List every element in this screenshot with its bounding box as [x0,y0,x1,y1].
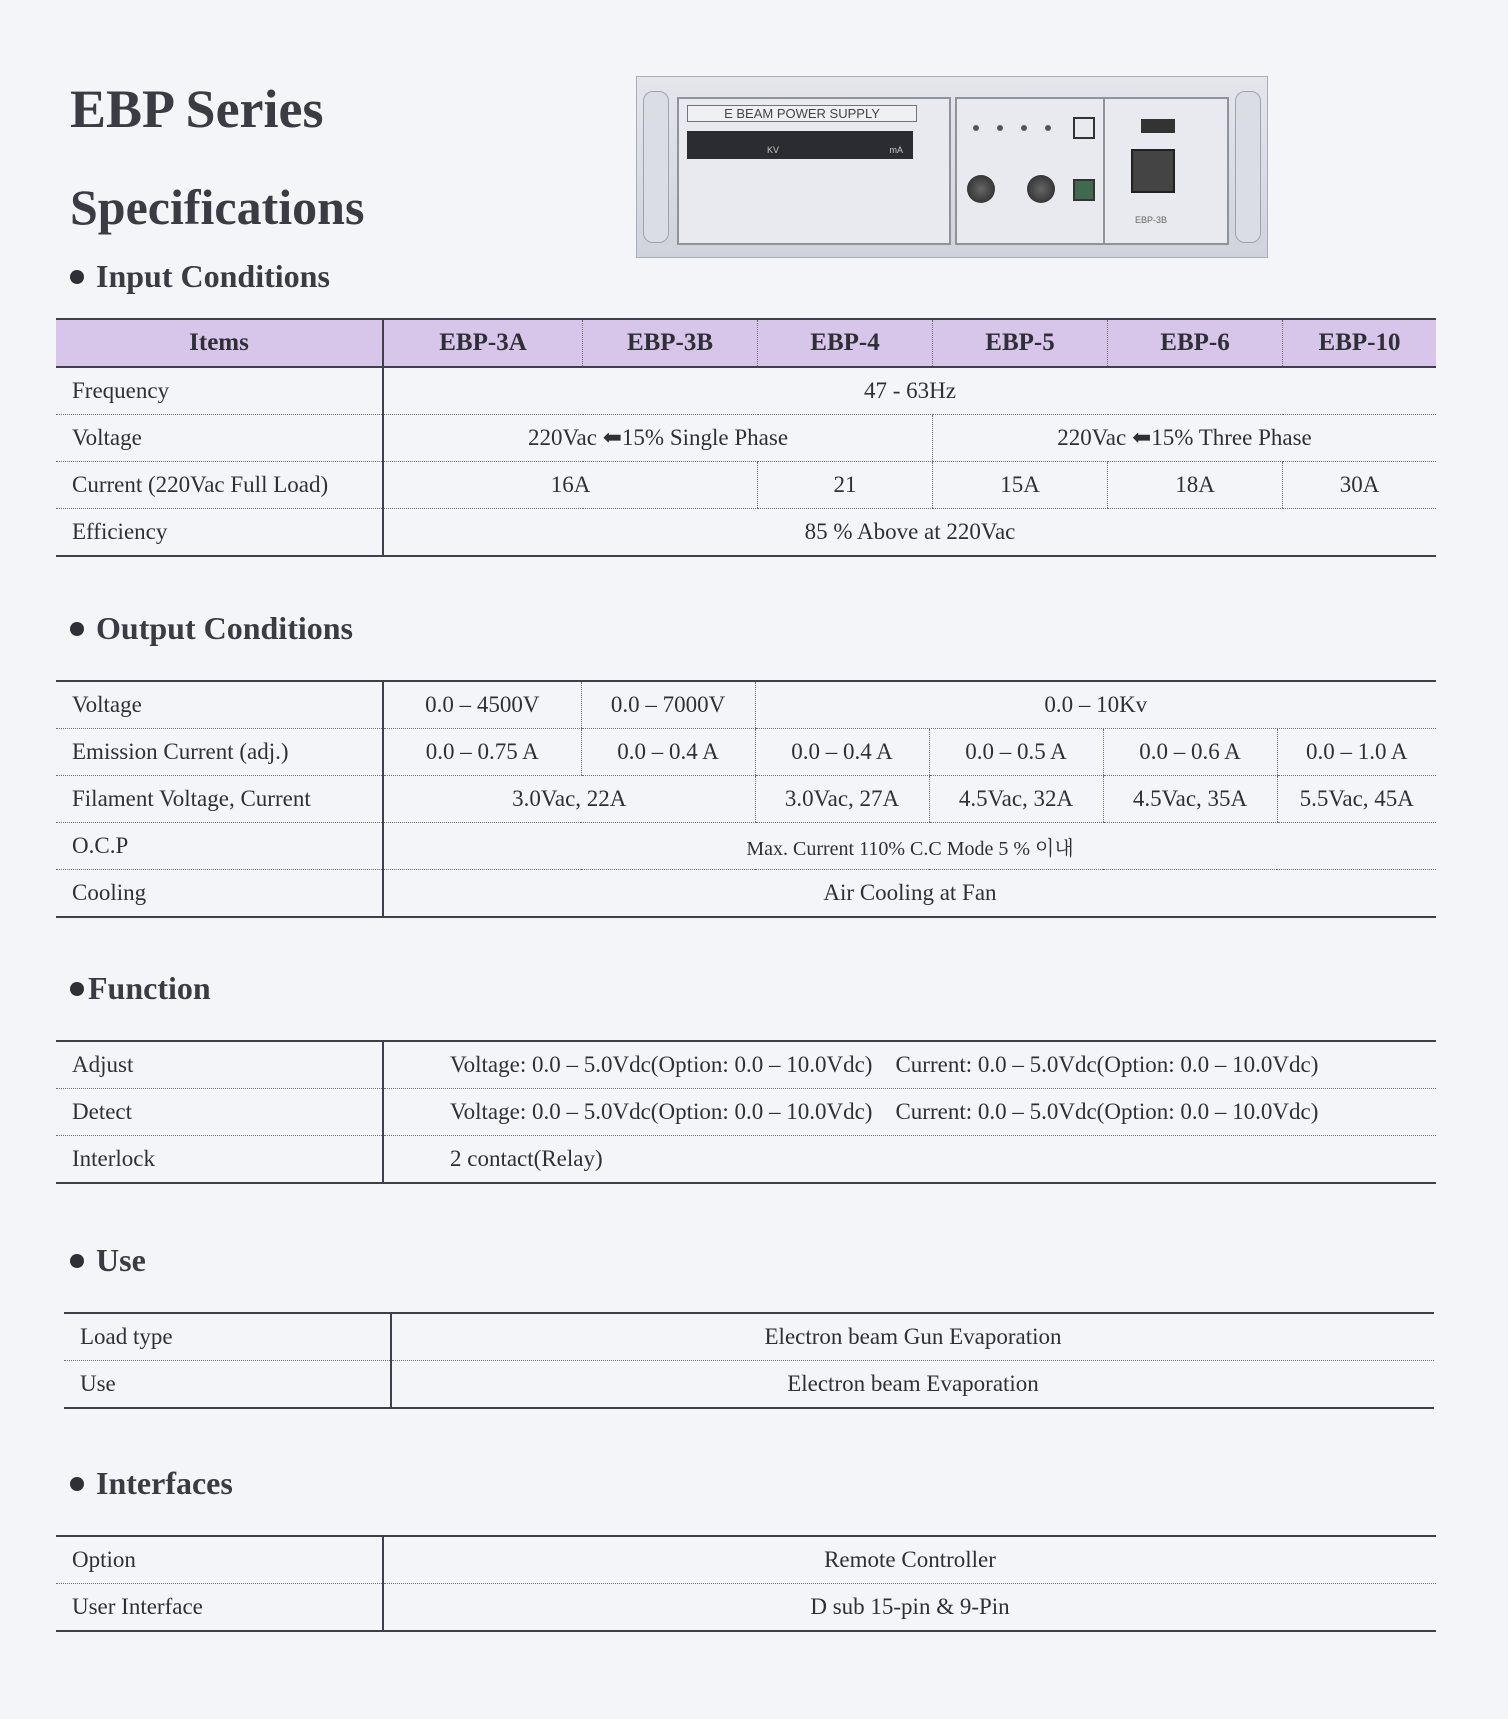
device-photo [636,76,1268,258]
meter-kv-label: KV [767,145,780,155]
row-label: Current (220Vac Full Load) [56,462,383,509]
table-row [56,1584,1436,1632]
cooling-value: Air Cooling at Fan [383,870,1436,918]
filament-value: 4.5Vac, 32A [929,776,1103,823]
user-interface-value: D sub 15-pin & 9-Pin [383,1584,1436,1632]
input-conditions-heading: Input Conditions [70,258,330,295]
spec-title: Specifications [70,179,365,235]
row-label: Option [56,1536,383,1584]
emission-value: 0.0 – 0.4 A [581,729,755,776]
indicator-led [1045,125,1051,131]
device-front-panel [677,97,951,245]
row-label: Adjust [56,1041,383,1089]
frequency-value: 47 - 63Hz [383,367,1436,415]
key-switch-icon [1141,119,1175,133]
table-row [56,1089,1436,1136]
voltage-value: 0.0 – 7000V [581,681,755,729]
indicator-led [997,125,1003,131]
filament-value: 4.5Vac, 35A [1103,776,1277,823]
device-side-panel [1103,97,1229,245]
current-value: 21 [758,462,933,509]
row-label: O.C.P [56,823,383,870]
row-label: Voltage [56,681,383,729]
emission-value: 0.0 – 0.75 A [383,729,581,776]
row-label: Frequency [56,367,383,415]
function-heading: Function [70,970,211,1007]
row-label: Cooling [56,870,383,918]
table-row [56,776,1436,823]
table-row [56,729,1436,776]
emission-value: 0.0 – 1.0 A [1277,729,1436,776]
row-label: Interlock [56,1136,383,1184]
device-label: E BEAM POWER SUPPLY [687,105,917,122]
breaker-icon [1131,149,1175,193]
ocp-value: Max. Current 110% C.C Mode 5 % 이내 [383,823,1436,870]
adjust-value: Voltage: 0.0 – 5.0Vdc(Option: 0.0 – 10.0Vdc) Current: 0.0 – 5.0Vdc(Option: 0.0 – 10.0Vdc) [383,1041,1436,1089]
bullet-icon [70,622,84,636]
interfaces-table [56,1535,1436,1632]
filament-value: 5.5Vac, 45A [1277,776,1436,823]
voltage-single-phase: 220Vac ⬅15% Single Phase [383,415,933,462]
emission-value: 0.0 – 0.5 A [929,729,1103,776]
detect-value: Voltage: 0.0 – 5.0Vdc(Option: 0.0 – 10.0Vdc) Current: 0.0 – 5.0Vdc(Option: 0.0 – 10.0Vdc) [383,1089,1436,1136]
column-header: Items [56,319,383,367]
model-tag: EBP-3B [1135,215,1168,225]
function-table [56,1040,1436,1184]
interfaces-heading: Interfaces [70,1465,233,1502]
emission-value: 0.0 – 0.6 A [1103,729,1277,776]
start-button-icon [1073,179,1095,201]
meter-ma-label: mA [889,145,903,155]
power-switch-icon [1073,117,1095,139]
use-table [64,1312,1434,1409]
table-row [56,462,1436,509]
filament-value: 3.0Vac, 22A [383,776,755,823]
table-row [56,870,1436,918]
row-label: Efficiency [56,509,383,557]
row-label: Use [64,1361,391,1409]
table-row [56,509,1436,557]
table-row [56,1536,1436,1584]
table-row [64,1313,1434,1361]
table-row [56,367,1436,415]
series-title: EBP Series [70,79,324,139]
row-label: User Interface [56,1584,383,1632]
device-meter [687,131,913,159]
voltage-value: 0.0 – 4500V [383,681,581,729]
current-value: 18A [1108,462,1283,509]
bullet-icon [70,982,84,996]
row-label: Detect [56,1089,383,1136]
row-label: Voltage [56,415,383,462]
load-type-value: Electron beam Gun Evaporation [391,1313,1434,1361]
column-header: EBP-5 [933,319,1108,367]
rack-ear-right [1235,91,1261,243]
column-header: EBP-3B [583,319,758,367]
table-row [56,415,1436,462]
column-header: EBP-3A [383,319,583,367]
input-conditions-table [56,318,1436,557]
table-row [56,823,1436,870]
output-conditions-table [56,680,1436,918]
use-heading: Use [70,1242,146,1279]
indicator-led [1021,125,1027,131]
output-conditions-heading: Output Conditions [70,610,353,647]
column-header: EBP-10 [1283,319,1437,367]
current-knob-icon [1027,175,1055,203]
table-row [56,1136,1436,1184]
table-row [64,1361,1434,1409]
current-value: 15A [933,462,1108,509]
row-label: Load type [64,1313,391,1361]
use-value: Electron beam Evaporation [391,1361,1434,1409]
current-value: 30A [1283,462,1437,509]
column-header: EBP-6 [1108,319,1283,367]
filament-value: 3.0Vac, 27A [755,776,929,823]
voltage-knob-icon [967,175,995,203]
voltage-three-phase: 220Vac ⬅15% Three Phase [933,415,1437,462]
efficiency-value: 85 % Above at 220Vac [383,509,1436,557]
interlock-value: 2 contact(Relay) [383,1136,1436,1184]
rack-ear-left [643,91,669,243]
bullet-icon [70,1254,84,1268]
emission-value: 0.0 – 0.4 A [755,729,929,776]
option-value: Remote Controller [383,1536,1436,1584]
voltage-value: 0.0 – 10Kv [755,681,1436,729]
row-label: Emission Current (adj.) [56,729,383,776]
bullet-icon [70,1477,84,1491]
row-label: Filament Voltage, Current [56,776,383,823]
indicator-led [973,125,979,131]
current-value: 16A [383,462,758,509]
table-row [56,681,1436,729]
table-row [56,1041,1436,1089]
column-header: EBP-4 [758,319,933,367]
bullet-icon [70,270,84,284]
device-control-panel [955,97,1109,245]
